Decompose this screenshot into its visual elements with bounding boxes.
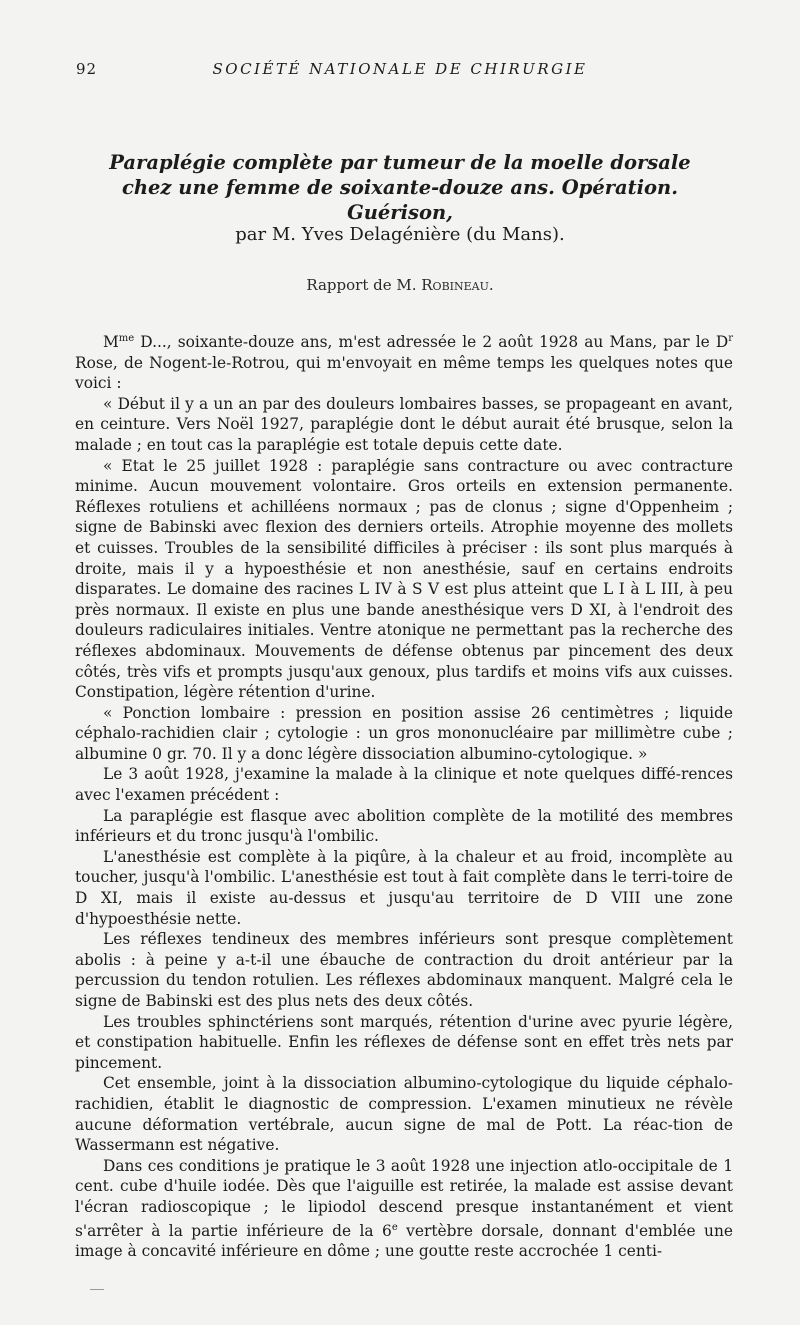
page-number: 92 xyxy=(76,60,98,78)
article-title-line-1: Paraplégie complète par tumeur de la moelle dorsale xyxy=(109,151,691,174)
footer-mark xyxy=(90,1289,104,1290)
report-prefix: Rapport de M. xyxy=(306,276,417,294)
paragraph-7: L'anesthésie est complète à la piqûre, à la chaleur et au froid, incomplète au toucher, jusqu'à l'ombilic. L'anesthésie est tout à fait complète dans le terri-toire de D XI, mais il existe au-dessus et jusqu'au territoire de D VIII une zone d'hypoesthésie nette. xyxy=(75,847,733,928)
paragraph-5: Le 3 août 1928, j'examine la malade à la clinique et note quelques diffé-rences avec l'examen précédent : xyxy=(75,765,733,805)
title-superscript: me xyxy=(118,333,135,344)
paragraph-1-end: Rose, de Nogent-le-Rotrou, qui m'envoyait en même temps les quelques notes que voici : xyxy=(75,353,733,393)
article-title xyxy=(70,150,730,225)
article-body xyxy=(75,329,733,1262)
paragraph-11 xyxy=(75,1156,733,1262)
report-line xyxy=(0,276,800,294)
paragraph-1-start: D..., soixante-douze ans, m'est adressée le 2 août 1928 au Mans, par le D xyxy=(134,333,729,351)
paragraph-2: « Début il y a un an par des douleurs lombaires basses, se propageant en avant, en ceinture. Vers Noël 1927, paraplégie dont le début aurait été brusque, selon la malade ; en tout cas la paraplégie est totale depuis cette date. xyxy=(75,394,733,454)
running-title: SOCIÉTÉ NATIONALE DE CHIRURGIE xyxy=(212,60,588,78)
report-author: Robineau. xyxy=(421,276,494,294)
ordinal-superscript: e xyxy=(391,1221,398,1233)
article-byline: par M. Yves Delagénière (du Mans). xyxy=(235,224,565,245)
title-abbreviation: M xyxy=(103,333,119,351)
paragraph-6: La paraplégie est flasque avec abolition complète de la motilité des membres inférieurs et du tronc jusqu'à l'ombilic. xyxy=(75,806,733,846)
paragraph-11-end: vertèbre dorsale, donnant d'emblée une image à concavité inférieure en dôme ; une goutte reste accrochée 1 centi- xyxy=(75,1221,733,1261)
paragraph-11-start: Dans ces conditions je pratique le 3 août 1928 une injection atlo-occipitale de 1 cent. cube d'huile iodée. Dès que l'aiguille est retirée, la malade est assise devant l'écran radioscopique ; le lipiodol descend presque instantanément et vient s'arrêter à la partie inférieure de la 6 xyxy=(75,1156,733,1240)
doctor-superscript: r xyxy=(728,333,733,344)
paragraph-1 xyxy=(75,329,733,394)
paragraph-8: Les réflexes tendineux des membres inférieurs sont presque complètement abolis : à peine y a-t-il une ébauche de contraction du droit antérieur par la percussion du tendon rotulien. Les réflexes abdominaux manquent. Malgré cela le signe de Babinski est des plus nets des deux côtés. xyxy=(75,930,733,1010)
article-title-line-2: chez une femme de soixante-douze ans. Opération. Guérison, xyxy=(121,176,679,224)
paragraph-4: « Ponction lombaire : pression en position assise 26 centimètres ; liquide céphalo-rachidien clair ; cytologie : un gros mononucléaire par millimètre cube ; albumine 0 gr. 70. Il y a donc légère dissociation albumino-cytologique. » xyxy=(75,703,733,763)
paragraph-9: Les troubles sphinctériens sont marqués, rétention d'urine avec pyurie légère, et constipation habituelle. Enfin les réflexes de défense sont en effet très nets par pincement. xyxy=(75,1012,733,1072)
paragraph-10: Cet ensemble, joint à la dissociation albumino-cytologique du liquide céphalo-rachidien, établit le diagnostic de compression. L'examen minutieux ne révèle aucune déformation vertébrale, aucun signe de mal de Pott. La réac-tion de Wassermann est négative. xyxy=(75,1074,733,1155)
page-header xyxy=(0,60,800,84)
paragraph-3: « Etat le 25 juillet 1928 : paraplégie sans contracture ou avec contracture minime. Aucun mouvement volontaire. Gros orteils en extension permanente. Réflexes rotuliens et achilléens normaux ; pas de clonus ; signe d'Oppenheim ; signe de Babinski avec flexion des derniers orteils. Atrophie moyenne des mollets et cuisses. Troubles de la sensibilité difficiles à préciser : ils sont plus marqués à droite, mais il y a hypoesthésie et non anesthésie, sauf en certains endroits disparates. Le domaine des racines L IV à S V est plus atteint que L I à L III, à peu près normaux. Il existe en plus une bande anesthésique vers D XI, à l'endroit des douleurs radiculaires initiales. Ventre atonique ne permettant pas la recherche des réflexes abdominaux. Mouvements de défense obtenus par pincement des deux côtés, très vifs et prompts jusqu'aux genoux, plus tardifs et moins vifs aux cuisses. Constipation, légère rétention d'urine. xyxy=(75,456,733,702)
